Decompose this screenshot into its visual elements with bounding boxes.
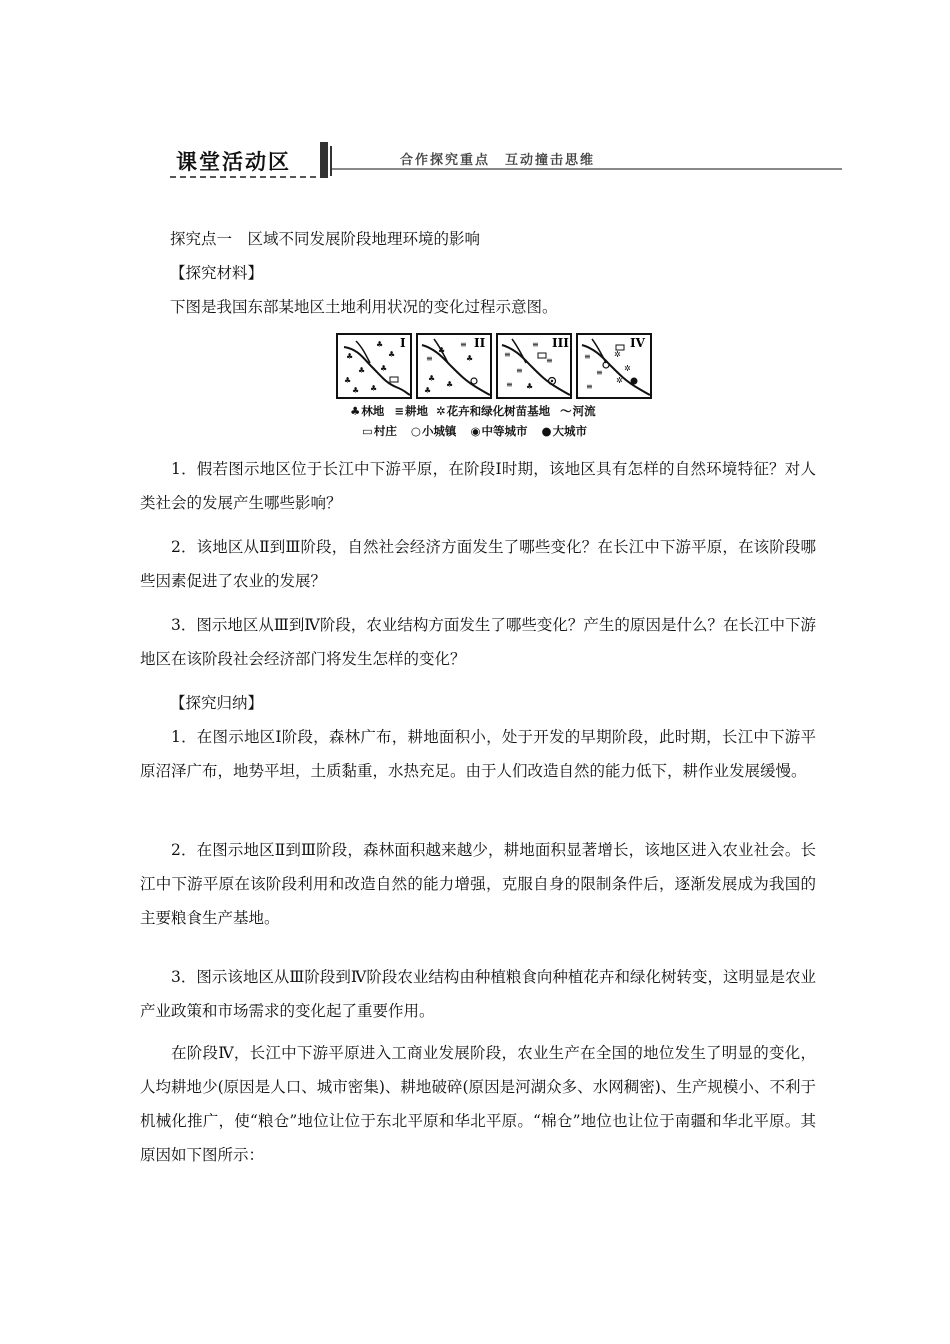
- legend-river: 〜河流: [560, 404, 596, 418]
- banner-title: 课堂活动区: [176, 150, 291, 174]
- svg-text:♣: ♣: [438, 346, 446, 355]
- svg-text:♣: ♣: [380, 364, 388, 373]
- question-2: 2．该地区从Ⅱ到Ⅲ阶段，自然社会经济方面发生了哪些变化？在长江中下游平原，在该阶段哪些因素促进了农业的发展？: [140, 538, 816, 590]
- legend-town: ○小城镇: [410, 424, 457, 438]
- legend-forest: ♣林地: [350, 404, 385, 418]
- material-heading: 【探究材料】: [170, 264, 264, 282]
- legend-nursery: ✲花卉和绿化树苗基地: [435, 404, 551, 418]
- answer-4: 在阶段Ⅳ，长江中下游平原进入工商业发展阶段，农业生产在全国的地位发生了明显的变化，人均耕地少(原因是人口、城市密集)、耕地破碎(原因是河湖众多、水网稠密)、生产规模小、不利于机械化推广，使“粮仓”地位让位于东北平原和华北平原。“棉仓”地位也让位于南疆和华北平原。其原因如下图所示：: [140, 1044, 816, 1164]
- section-banner: [170, 140, 842, 184]
- svg-text:≡: ≡: [586, 382, 593, 391]
- svg-text:≡: ≡: [516, 366, 523, 375]
- large-city-icon: ●: [541, 424, 552, 438]
- svg-text:≡: ≡: [532, 340, 539, 349]
- svg-text:♣: ♣: [346, 352, 354, 361]
- material-intro: 下图是我国东部某地区土地利用状况的变化过程示意图。: [170, 298, 558, 316]
- legend-farmland: ≡耕地: [394, 404, 428, 418]
- summary-heading: 【探究归纳】: [170, 694, 264, 712]
- panel-2-label: II: [474, 336, 486, 350]
- svg-text:≡: ≡: [584, 352, 591, 361]
- panel-2: [417, 334, 491, 398]
- svg-text:♣: ♣: [424, 386, 432, 395]
- panel-3: [497, 334, 571, 398]
- svg-text:≡: ≡: [506, 380, 513, 389]
- svg-text:✲: ✲: [616, 376, 623, 385]
- land-use-figure: [336, 333, 654, 443]
- svg-text:♣: ♣: [388, 350, 396, 359]
- svg-text:♣: ♣: [358, 366, 366, 375]
- village-icon: ▭: [362, 424, 373, 438]
- banner-rule: [332, 168, 842, 170]
- panel-1: [337, 334, 411, 398]
- forest-icon: ♣: [350, 404, 361, 418]
- svg-text:♣: ♣: [446, 380, 454, 389]
- legend-row-2: [362, 423, 680, 439]
- svg-text:♣: ♣: [344, 376, 352, 385]
- banner-dashed-underline: [170, 176, 316, 178]
- answer-1: 1．在图示地区Ⅰ阶段，森林广布，耕地面积小，处于开发的早期阶段，此时期，长江中下游平原沼泽广布，地势平坦，土质黏重，水热充足。由于人们改造自然的能力低下，耕作业发展缓慢。: [140, 728, 816, 780]
- svg-text:≡: ≡: [426, 354, 433, 363]
- legend-row-1: [350, 403, 668, 419]
- river-icon: 〜: [560, 404, 572, 418]
- farmland-icon: ≡: [394, 404, 404, 418]
- legend-medium-city: ◉中等城市: [470, 424, 528, 438]
- svg-text:≡: ≡: [596, 368, 603, 377]
- svg-text:♣: ♣: [370, 384, 378, 393]
- svg-text:≡: ≡: [504, 350, 511, 359]
- town-icon: ○: [410, 424, 421, 438]
- banner-slogan: 合作探究重点 互动撞击思维: [400, 153, 596, 168]
- panel-1-label: I: [400, 336, 406, 350]
- answer-3: 3．图示该地区从Ⅲ阶段到Ⅳ阶段农业结构由种植粮食向种植花卉和绿化树转变，这明显是农业产业政策和市场需求的变化起了重要作用。: [140, 968, 816, 1020]
- legend-large-city: ●大城市: [541, 424, 588, 438]
- svg-text:≡: ≡: [460, 340, 467, 349]
- panel-3-label: III: [552, 336, 569, 350]
- svg-text:♣: ♣: [526, 382, 534, 391]
- svg-text:♣: ♣: [428, 374, 436, 383]
- svg-text:≡: ≡: [546, 356, 553, 365]
- question-3: 3．图示地区从Ⅲ到Ⅳ阶段，农业结构方面发生了哪些变化？产生的原因是什么？在长江中下游地区在该阶段社会经济部门将发生怎样的变化？: [140, 616, 816, 668]
- banner-divider-line: [330, 146, 332, 176]
- answer-2: 2．在图示地区Ⅱ到Ⅲ阶段，森林面积越来越少，耕地面积显著增长，该地区进入农业社会。长江中下游平原在该阶段利用和改造自然的能力增强，克服自身的限制条件后，逐渐发展成为我国的主要粮食生产基地。: [140, 841, 816, 927]
- svg-text:♣: ♣: [376, 340, 384, 349]
- question-1: 1．假若图示地区位于长江中下游平原，在阶段Ⅰ时期，该地区具有怎样的自然环境特征？对人类社会的发展产生哪些影响？: [140, 460, 816, 512]
- banner-divider-bar: [320, 142, 328, 178]
- panel-4-label: IV: [630, 336, 645, 350]
- svg-text:✲: ✲: [614, 350, 621, 359]
- legend-village: ▭村庄: [362, 424, 397, 438]
- section-title: 探究点一 区域不同发展阶段地理环境的影响: [170, 230, 481, 248]
- medium-city-icon: ◉: [470, 424, 481, 438]
- svg-text:♣: ♣: [352, 386, 360, 395]
- svg-text:♣: ♣: [466, 354, 474, 363]
- panel-4: [577, 334, 651, 398]
- svg-text:✲: ✲: [624, 364, 631, 373]
- land-use-panels: [336, 333, 654, 401]
- flower-icon: ✲: [435, 404, 446, 418]
